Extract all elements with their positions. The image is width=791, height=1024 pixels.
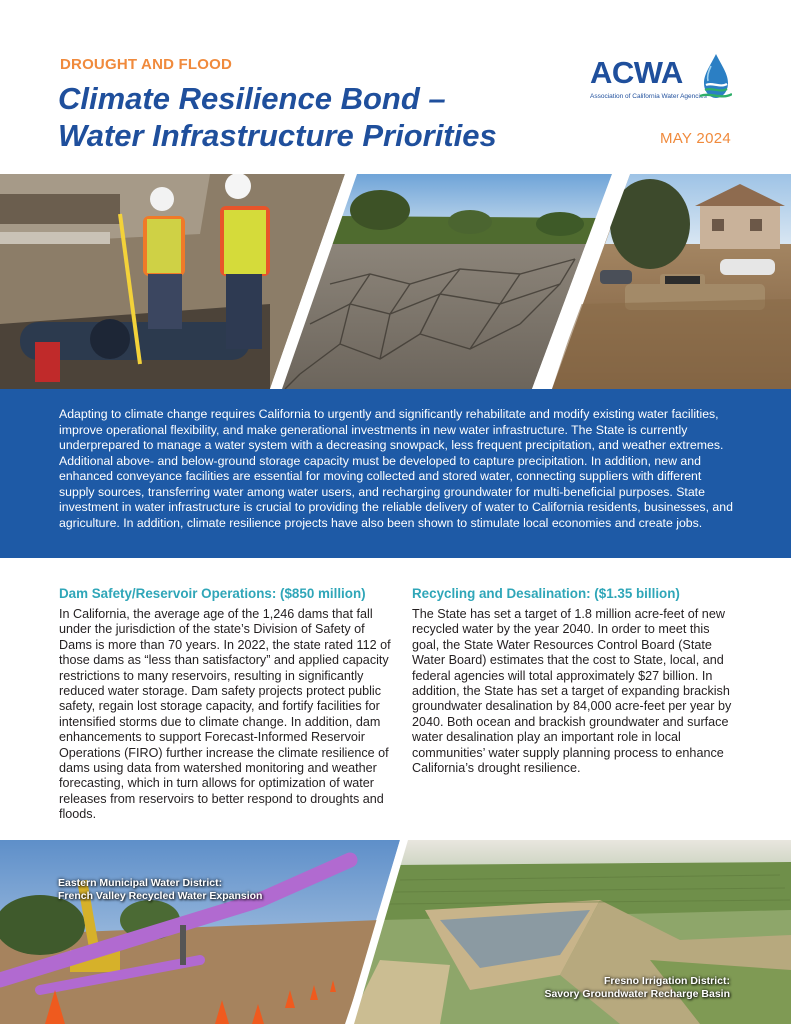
caption-right-line-1: Fresno Irrigation District: xyxy=(603,975,730,987)
logo-wordmark: ACWA xyxy=(590,55,683,90)
section-heading-dam-safety: Dam Safety/Reservoir Operations: ($850 million) xyxy=(59,586,366,601)
header-photo-strip xyxy=(0,174,791,389)
water-drop-icon xyxy=(700,52,732,100)
caption-fresno-irrigation xyxy=(544,975,730,1001)
caption-right-line-2: Savory Groundwater Recharge Basin xyxy=(544,988,730,1000)
section-body-recycling: The State has set a target of 1.8 million acre-feet of new recycled water by the year 2040. In order to meet this goal, the State Water Resources Control Board (State Water Board) estimates that the cost to State, local, and federal agencies will total approximately $27 billion. In addition, the State has set a target of expanding brackish groundwater desalination by 84,000 acre-feet per year by 2040. Both ocean and brackish groundwater and surface water desalination play an important role in local communities’ water supply planning process to enhance California’s drought resilience. xyxy=(412,607,732,776)
kicker-label: DROUGHT AND FLOOD xyxy=(60,56,232,73)
intro-paragraph: Adapting to climate change requires California to urgently and significantly rehabilitate and modify existing water facilities, improve operational flexibility, and make generational investments in new water infrastructure. The State is currently underprepared to manage a water system with a decreasing snowpack, less frequent precipitation, and weather extremes. Additional above- and below-ground storage capacity must be developed to capture precipitation. In addition, new and enhanced conveyance facilities are essential for moving collected and stored water, connecting suppliers with different supply sources, transferring water among water users, and recharging groundwater for multi-beneficial purposes. State investment in water infrastructure is crucial to providing the reliable delivery of water to California residents, businesses, and agriculture. In addition, climate resilience projects have also been shown to stimulate local economies and create jobs. xyxy=(59,407,733,530)
logo-subtitle: Association of California Water Agencies xyxy=(590,93,707,100)
acwa-logo xyxy=(586,52,736,108)
publication-date: MAY 2024 xyxy=(659,130,731,147)
section-dam-safety xyxy=(59,586,391,823)
page-title xyxy=(58,80,497,154)
section-body-dam-safety: In California, the average age of the 1,246 dams that fall under the jurisdiction of the state’s Division of Safety of Dams is more than 70 years. In 2022, the state rated 112 of those dams as “less than satisfactory” and applied capacity restrictions to many reservoirs, resulting in significantly reduced water storage. Dam safety projects protect public safety, regain lost storage capacity, and fortify facilities for intensified storms due to climate change. In addition, dam enhancements to support Forecast-Informed Reservoir Operations (FIRO) further increase the climate resilience of dams using data from watershed monitoring and weather forecasting, which in turn allows for optimization of water releases from reservoirs to better respond to droughts and floods. xyxy=(59,607,391,822)
section-heading-recycling: Recycling and Desalination: ($1.35 billion) xyxy=(412,586,680,601)
caption-eastern-municipal xyxy=(58,877,262,903)
intro-panel xyxy=(0,389,791,558)
title-line-2: Water Infrastructure Priorities xyxy=(58,118,497,153)
caption-left-line-2: French Valley Recycled Water Expansion xyxy=(58,890,263,902)
pipeline-construction-photo xyxy=(0,840,400,1024)
caption-left-line-1: Eastern Municipal Water District: xyxy=(58,877,223,889)
title-line-1: Climate Resilience Bond – xyxy=(58,81,446,116)
section-recycling-desalination xyxy=(412,586,738,776)
